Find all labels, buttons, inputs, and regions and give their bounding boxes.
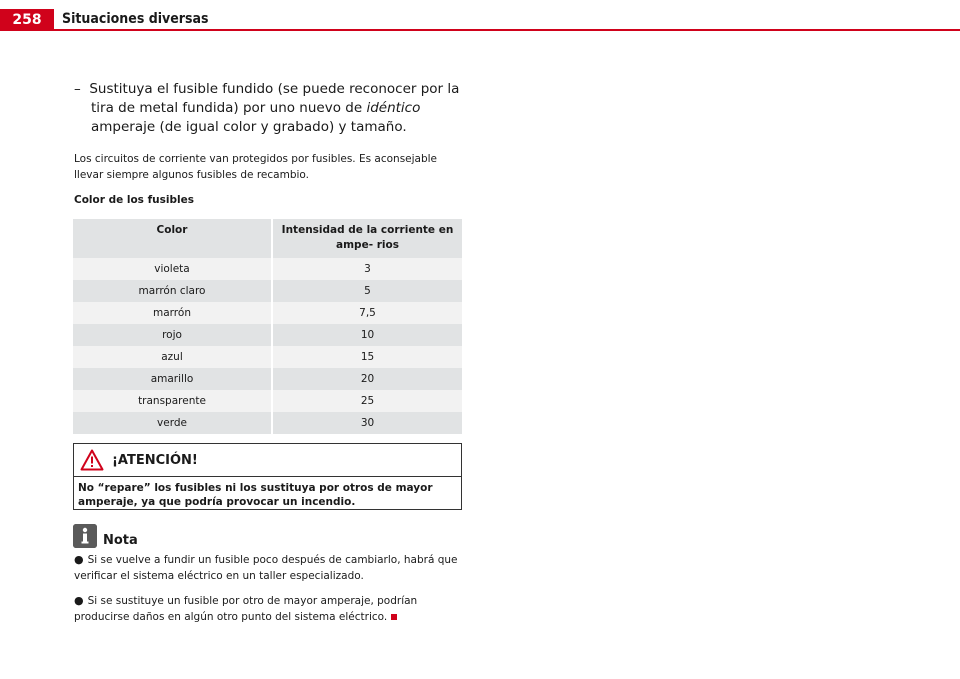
bullet-icon: ● [74,594,84,607]
note-list [74,552,469,634]
cell-amperage: 3 [272,258,462,280]
table-row [73,302,462,324]
page-number: 258 [0,9,54,31]
cell-amperage: 10 [272,324,462,346]
note-item-text: Si se vuelve a fundir un fusible poco después de cambiarlo, habrá que verificar el sistema eléctrico en un taller especializado. [74,554,458,582]
table-row [73,280,462,302]
column-header-color: Color [73,219,272,258]
cell-amperage: 7,5 [272,302,462,324]
list-item [74,552,469,584]
page-title: Situaciones diversas [62,11,209,27]
table-header-row [73,219,462,258]
table-row [73,412,462,434]
end-of-section-icon [391,614,397,620]
cell-amperage: 20 [272,368,462,390]
warning-header [74,444,461,477]
cell-color: verde [73,412,272,434]
warning-triangle-icon [80,449,104,471]
note-title: Nota [103,533,138,548]
cell-color: azul [73,346,272,368]
cell-amperage: 15 [272,346,462,368]
cell-color: violeta [73,258,272,280]
table-row [73,390,462,412]
instruction-text-after: amperaje (de igual color y grabado) y tamaño. [91,119,407,135]
cell-amperage: 30 [272,412,462,434]
cell-color: marrón claro [73,280,272,302]
note-item-text: Si se sustituye un fusible por otro de mayor amperaje, podrían producirse daños en algún otro punto del sistema eléctrico. [74,595,418,623]
table-caption: Color de los fusibles [74,194,194,206]
note-header [73,524,138,548]
table-row [73,258,462,280]
table-row [73,324,462,346]
table-row [73,368,462,390]
column-header-amperage: Intensidad de la corriente en ampe- rios [272,219,462,258]
warning-text: No “repare” los fusibles ni los sustituya por otros de mayor amperaje, ya que podría provocar un incendio. [78,482,433,508]
bullet-icon: ● [74,553,84,566]
fuse-color-table [73,219,462,434]
warning-title: ¡ATENCIÓN! [112,452,198,468]
header-rule [0,29,960,31]
instruction-emphasis: idéntico [366,100,421,116]
cell-color: marrón [73,302,272,324]
warning-box [73,443,462,510]
table-row [73,346,462,368]
instruction-step [74,80,486,137]
instruction-text-before: Sustituya el fusible fundido (se puede reconocer por la tira de metal fundida) por uno nuevo de [89,81,460,116]
info-note-icon [73,524,97,548]
cell-color: rojo [73,324,272,346]
instruction-dash: – [74,81,81,97]
body-paragraph: Los circuitos de corriente van protegidos por fusibles. Es aconsejable llevar siempre algunos fusibles de recambio. [74,153,438,181]
cell-color: transparente [73,390,272,412]
cell-amperage: 25 [272,390,462,412]
list-item [74,593,469,625]
cell-amperage: 5 [272,280,462,302]
cell-color: amarillo [73,368,272,390]
